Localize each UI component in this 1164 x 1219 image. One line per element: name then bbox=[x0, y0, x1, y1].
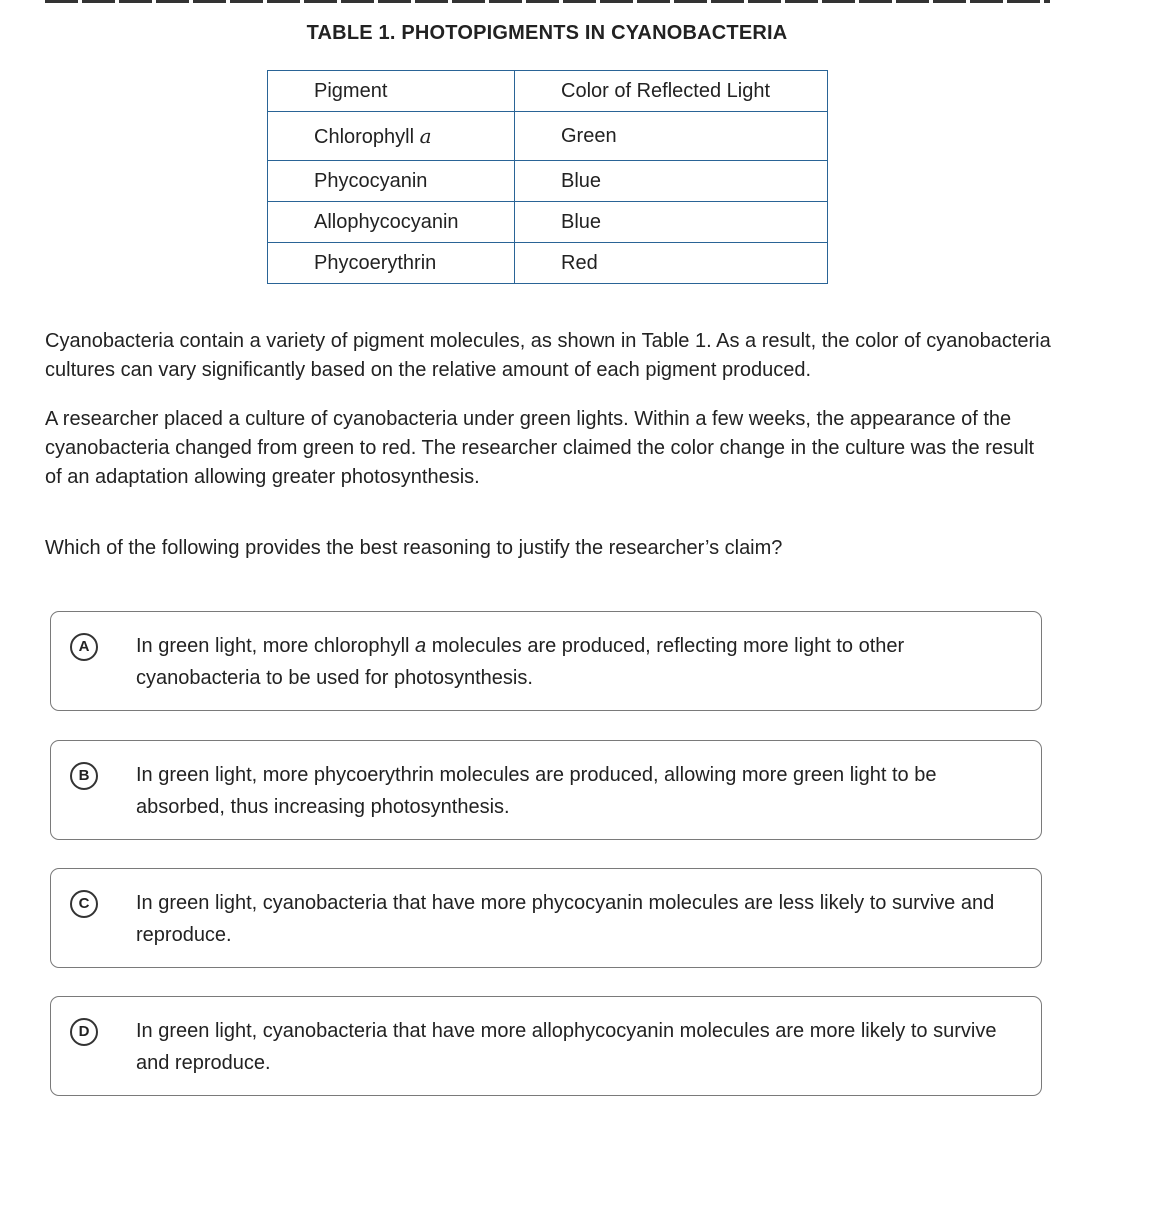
choice-text: In green light, cyanobacteria that have more allophycocyanin molecules are more likely to survive and reproduce. bbox=[136, 1020, 997, 1074]
pigment-suffix: a bbox=[419, 123, 432, 148]
choice-text: In green light, cyanobacteria that have more phycocyanin molecules are less likely to survive and reproduce. bbox=[136, 892, 995, 946]
table-row bbox=[268, 112, 828, 161]
header-pigment: Pigment bbox=[268, 71, 515, 112]
table-row bbox=[268, 161, 828, 202]
top-divider bbox=[45, 0, 1050, 3]
color-cell: Blue bbox=[515, 202, 828, 243]
header-color: Color of Reflected Light bbox=[515, 71, 828, 112]
passage-paragraph-2: A researcher placed a culture of cyanobacteria under green lights. Within a few weeks, the appearance of the cyanobacteria changed from green to red. The researcher claimed the color change in the culture was the result of an adaptation allowing greater photosynthesis. bbox=[45, 408, 1035, 488]
passage-paragraph-1: Cyanobacteria contain a variety of pigment molecules, as shown in Table 1. As a result, the color of cyanobacteria cultures can vary significantly based on the relative amount of each pigment produced. bbox=[45, 330, 1051, 381]
choice-text-part: molecules are produced, reflecting more light to other cyanobacteria to be used for photosynthesis. bbox=[136, 635, 905, 689]
table-title: TABLE 1. PHOTOPIGMENTS IN CYANOBACTERIA bbox=[306, 22, 788, 44]
pigment-cell bbox=[268, 112, 515, 161]
choice-text bbox=[136, 630, 1016, 694]
choice-letter-badge: D bbox=[70, 1018, 98, 1046]
choice-letter-badge: B bbox=[70, 762, 98, 790]
color-cell: Green bbox=[515, 112, 828, 161]
choice-text: In green light, more phycoerythrin molecules are produced, allowing more green light to be absorbed, thus increasing photosynthesis. bbox=[136, 764, 937, 818]
color-cell: Red bbox=[515, 243, 828, 284]
choice-text-italic: a bbox=[415, 635, 427, 657]
answer-choice-c[interactable] bbox=[50, 868, 1042, 968]
pigment-cell: Phycoerythrin bbox=[268, 243, 515, 284]
question-stem: Which of the following provides the best reasoning to justify the researcher’s claim? bbox=[45, 537, 783, 559]
pigment-cell: Allophycocyanin bbox=[268, 202, 515, 243]
answer-choice-a[interactable] bbox=[50, 611, 1042, 711]
answer-choice-d[interactable] bbox=[50, 996, 1042, 1096]
pigment-name: Chlorophyll bbox=[314, 125, 415, 148]
table-header-row bbox=[268, 71, 828, 112]
color-cell: Blue bbox=[515, 161, 828, 202]
choice-text-part: In green light, more chlorophyll bbox=[136, 635, 416, 657]
table-row bbox=[268, 202, 828, 243]
choice-letter-badge: A bbox=[70, 633, 98, 661]
answer-choice-b[interactable] bbox=[50, 740, 1042, 840]
pigment-table bbox=[267, 70, 828, 284]
pigment-cell: Phycocyanin bbox=[268, 161, 515, 202]
choice-letter-badge: C bbox=[70, 890, 98, 918]
table-row bbox=[268, 243, 828, 284]
